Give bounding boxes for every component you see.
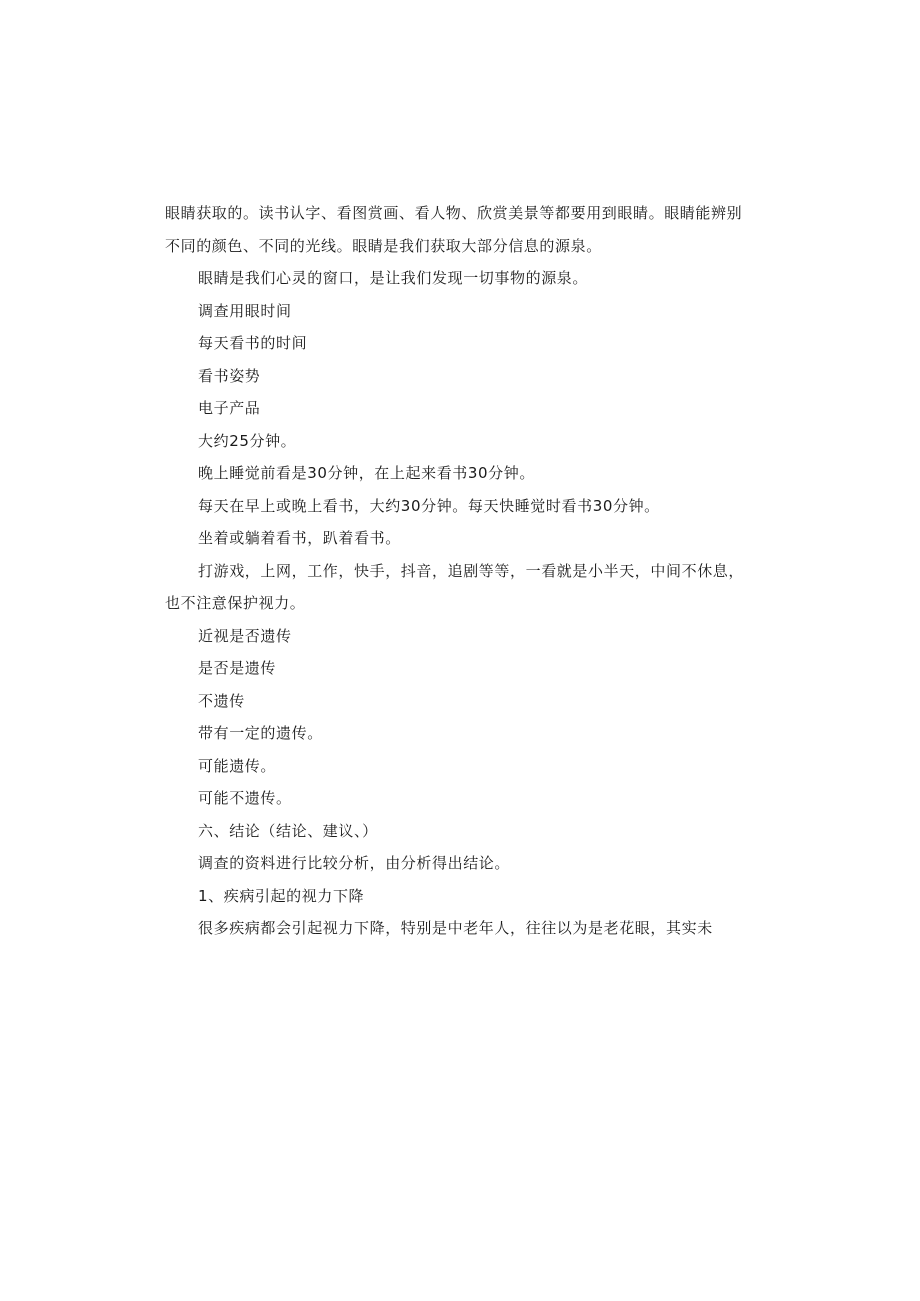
answer-line: 坐着或躺着看书，趴着看书。 bbox=[198, 529, 401, 547]
answer-line-continued: 也不注意保护视力。 bbox=[165, 594, 306, 612]
question-item: 电子产品 bbox=[198, 399, 261, 417]
section-heading: 六、结论（结论、建议、） bbox=[198, 821, 378, 840]
answer-line: 晚上睡觉前看是30分钟，在上起来看书30分钟。 bbox=[198, 464, 535, 482]
paragraph-line: 眼睛获取的。读书认字、看图赏画、看人物、欣赏美景等都要用到眼睛。眼睛能辨别 bbox=[165, 204, 743, 222]
paragraph-line: 不同的颜色、不同的光线。眼睛是我们获取大部分信息的源泉。 bbox=[165, 236, 602, 255]
answer-line: 带有一定的遗传。 bbox=[198, 724, 323, 742]
answer-line: 大约25分钟。 bbox=[198, 431, 297, 450]
paragraph-line: 眼睛是我们心灵的窗口，是让我们发现一切事物的源泉。 bbox=[198, 269, 589, 287]
paragraph-line: 很多疾病都会引起视力下降，特别是中老年人，往往以为是老花眼，其实未 bbox=[198, 919, 713, 937]
answer-line: 打游戏，上网，工作，快手，抖音，追剧等等，一看就是小半天，中间不休息， bbox=[198, 561, 745, 580]
answer-line: 可能不遗传。 bbox=[198, 789, 292, 807]
answer-line: 每天在早上或晚上看书，大约30分钟。每天快睡觉时看书30分钟。 bbox=[198, 496, 660, 515]
document-body bbox=[165, 197, 745, 945]
paragraph-line: 调查的资料进行比较分析，由分析得出结论。 bbox=[198, 854, 511, 872]
question-item: 是否是遗传 bbox=[198, 659, 277, 677]
subsection-heading: 1、疾病引起的视力下降 bbox=[198, 886, 365, 905]
section-heading: 调查用眼时间 bbox=[198, 301, 292, 320]
answer-line: 不遗传 bbox=[198, 691, 245, 710]
answer-line: 可能遗传。 bbox=[198, 756, 277, 775]
question-item: 看书姿势 bbox=[198, 366, 261, 385]
section-heading: 近视是否遗传 bbox=[198, 626, 292, 645]
question-item: 每天看书的时间 bbox=[198, 334, 308, 352]
